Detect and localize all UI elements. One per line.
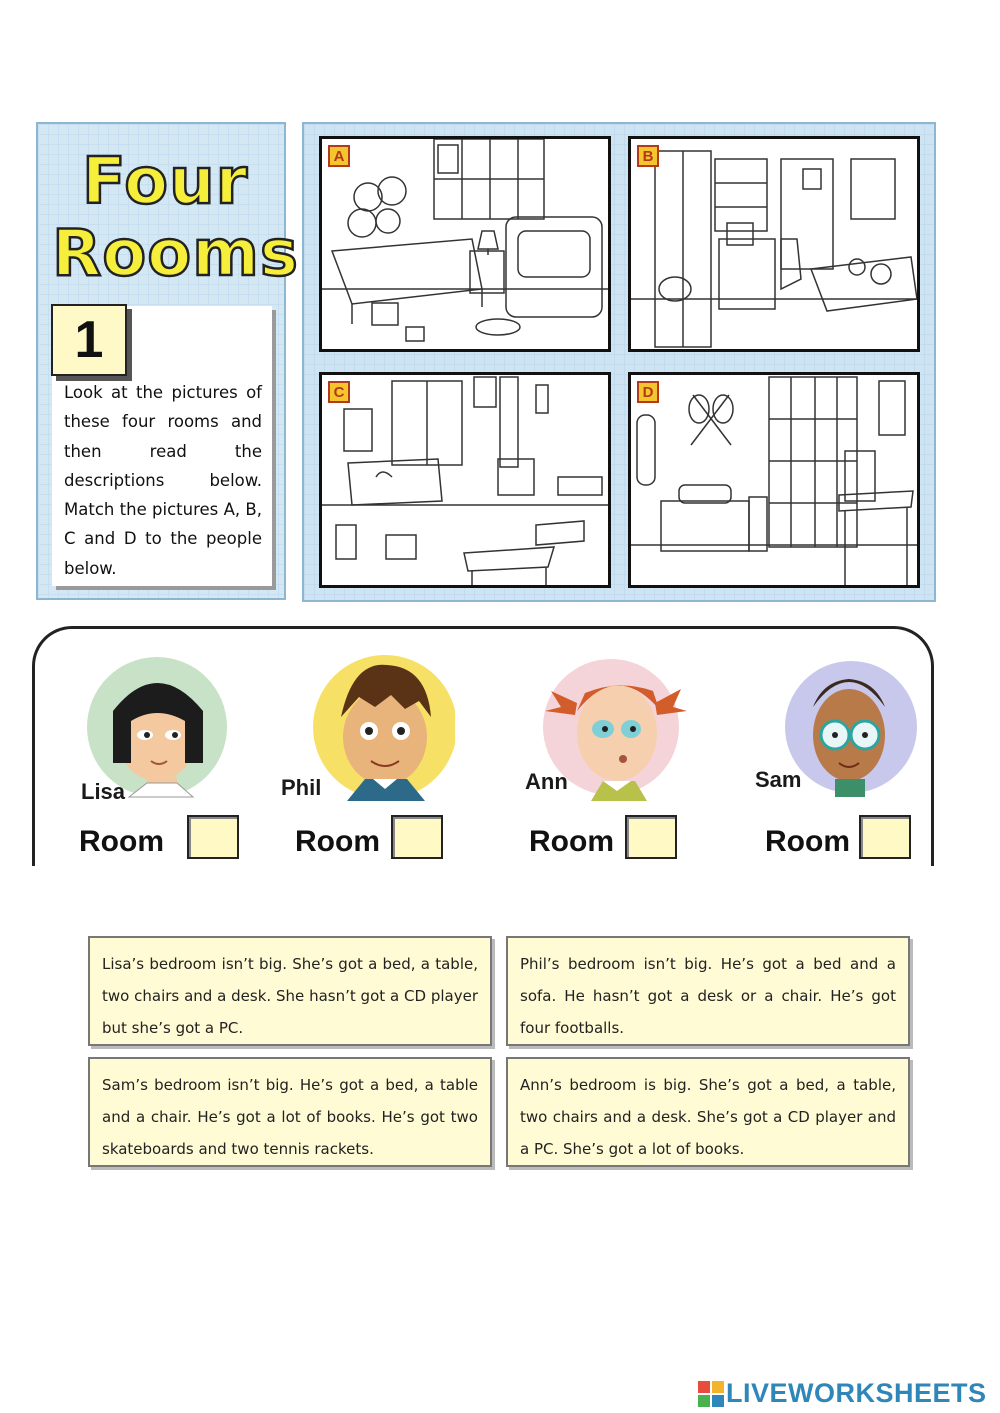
brand-text: LIVEWORKSHEETS: [726, 1378, 987, 1408]
room-d-illustration: [631, 375, 920, 588]
exercise-number: 1: [51, 304, 127, 376]
room-label-sam: Room: [765, 825, 850, 858]
description-sam: Sam’s bedroom isn’t big. He’s got a bed, a table and a chair. He’s got a lot of books. He’s got two skateboards and two tennis rackets.: [88, 1057, 492, 1167]
room-c-illustration: [322, 375, 611, 588]
answer-box-sam[interactable]: [859, 815, 911, 859]
room-picture-b: [628, 136, 920, 352]
title-panel: [36, 122, 299, 600]
person-name-sam: Sam: [755, 767, 802, 792]
room-picture-d: [628, 372, 920, 588]
room-label-phil: Room: [295, 825, 380, 858]
description-phil: Phil’s bedroom isn’t big. He’s got a bed and a sofa. He hasn’t got a desk or a chair. He’s got four footballs.: [506, 936, 910, 1046]
description-ann: Ann’s bedroom is big. She’s got a bed, a table, two chairs and a desk. She’s got a CD player and a PC. She’s got a lot of books.: [506, 1057, 910, 1167]
brand-footer: [698, 1378, 987, 1409]
room-letter-d: D: [637, 381, 659, 403]
room-picture-a: [319, 136, 611, 352]
answer-box-ann[interactable]: [625, 815, 677, 859]
person-phil: [265, 629, 485, 869]
description-lisa: Lisa’s bedroom isn’t big. She’s got a bed, a table, two chairs and a desk. She hasn’t got a CD player but she’s got a PC.: [88, 936, 492, 1046]
room-letter-a: A: [328, 145, 350, 167]
title-line-2: Rooms: [52, 217, 299, 291]
room-letter-b: B: [637, 145, 659, 167]
person-name-ann: Ann: [525, 769, 568, 794]
room-b-illustration: [631, 139, 920, 352]
title-line-1: Four: [82, 145, 249, 219]
pictures-panel: [302, 122, 936, 602]
answer-box-lisa[interactable]: [187, 815, 239, 859]
person-name-phil: Phil: [281, 775, 322, 800]
room-letter-c: C: [328, 381, 350, 403]
answer-box-phil[interactable]: [391, 815, 443, 859]
person-name-lisa: Lisa: [81, 779, 126, 804]
people-panel: [32, 626, 934, 866]
room-label-ann: Room: [529, 825, 614, 858]
person-sam: [735, 629, 955, 869]
room-picture-c: [319, 372, 611, 588]
liveworksheets-logo-icon: [698, 1381, 724, 1407]
room-a-illustration: [322, 139, 611, 352]
room-label-lisa: Room: [79, 825, 164, 858]
person-lisa: [47, 629, 267, 869]
instructions-text: Look at the pictures of these four rooms and then read the descriptions below. Match the pictures A, B, C and D to the people below.: [52, 306, 272, 586]
person-ann: [501, 629, 721, 869]
